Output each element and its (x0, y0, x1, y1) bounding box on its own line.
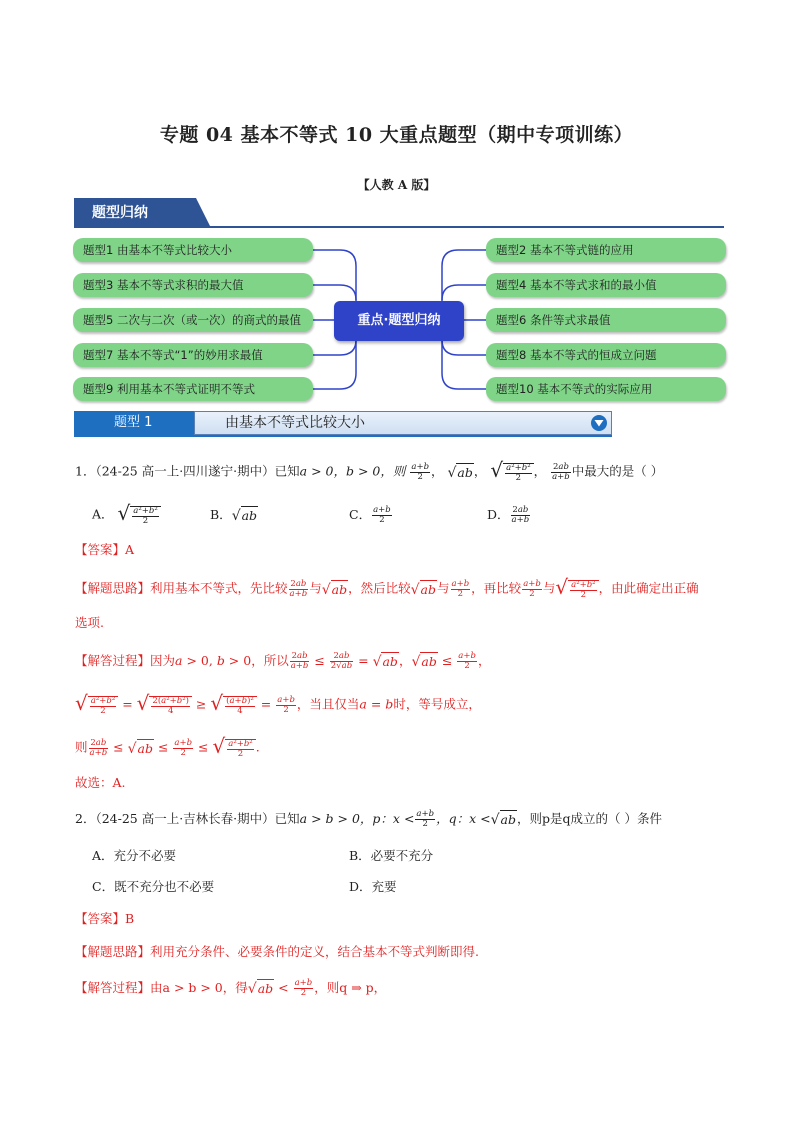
q2-option-a[interactable]: A．充分不必要 (92, 848, 177, 863)
q1-conclusion: 故选：A. (75, 775, 126, 790)
q1-idea-line1: 【解题思路】利用基本不等式，先比较 $\frac{2ab}{a+b}$ 与√ab，然后比较√ab与 $\frac{a+b}{2}$ ，再比较 $\frac{a+b}{2}$ 与√ $\frac{\text{a²+b²}}{2}$ ，由此确定出正确 (75, 575, 699, 600)
q1-option-a[interactable]: A． √ $\frac{\text{a²+b²}}{2}$ (92, 504, 161, 526)
q1-option-d[interactable]: D． $\frac{2ab}{a+b}$ (487, 505, 530, 525)
topic1-title: 由基本不等式比较大小 (225, 415, 365, 431)
q1-process-line1: 【解答过程】因为a > 0, b > 0，所以 $\frac{2ab}{a+b}$ ≤ $\frac{2ab}{2√ab}$ = √ab，√ab ≤ $\frac{a+b}{2}$ ， (75, 651, 491, 671)
mindmap-item-topic4[interactable]: 题型4 基本不等式求和的最小值 (486, 273, 726, 297)
q2-option-d[interactable]: D．充要 (349, 879, 397, 894)
q1-process-line3: 则 $\frac{2ab}{a+b}$ ≤ √ab ≤ $\frac{a+b}{2}$ ≤ √ $\frac{\text{a²+b²}}{2}$ . (75, 734, 260, 759)
q2-option-c[interactable]: C．既不充分也不必要 (92, 879, 215, 894)
section-label: 题型归纳 (92, 205, 148, 221)
question-1: 1．（24-25 高一上·四川遂宁·期中）已知a > 0，b > 0，则 $\frac{a+b}{2}$ ， √ab， √ $\frac{\text{a²+b²}}{2}$ ， $\frac{2ab}{a+b}$ 中最大的是（ ） (75, 458, 664, 483)
q2-process-line1: 【解答过程】由a > b > 0，得√ab < $\frac{a+b}{2}$ ，则q ⇒ p， (75, 978, 387, 998)
mindmap-item-topic1[interactable]: 题型1 由基本不等式比较大小 (73, 238, 313, 262)
mindmap-item-topic6[interactable]: 题型6 条件等式求最值 (486, 308, 726, 332)
mindmap-item-topic8[interactable]: 题型8 基本不等式的恒成立问题 (486, 343, 726, 367)
chevron-down-icon[interactable] (590, 414, 608, 432)
mindmap-center-node: 重点·题型归纳 (334, 301, 464, 341)
topic1-label: 题型 1 (74, 411, 194, 435)
q1-process-line2: √ $\frac{\text{a²+b²}}{2}$ = √ $\frac{\text{2(a²+b²)}}{4}$ ≥ √ $\frac{\text{(a+b)²}}{4}$ = $\frac{a+b}{2}$ ，当且仅当a = b时，等号成立， (75, 691, 481, 716)
mindmap-item-topic10[interactable]: 题型10 基本不等式的实际应用 (486, 377, 726, 401)
edition-label: 【人教 A 版】 (357, 178, 436, 192)
mindmap-item-topic3[interactable]: 题型3 基本不等式求积的最大值 (73, 273, 313, 297)
mindmap-item-topic9[interactable]: 题型9 利用基本不等式证明不等式 (73, 377, 313, 401)
topic1-divider (74, 435, 612, 437)
topic1-title-bar (194, 411, 612, 435)
q2-idea: 【解题思路】利用充分条件、必要条件的定义，结合基本不等式判断即得. (75, 944, 479, 959)
q1-option-c[interactable]: C． $\frac{a+b}{2}$ (349, 505, 391, 525)
q1-idea-line2: 选项. (75, 615, 104, 630)
mindmap-item-topic7[interactable]: 题型7 基本不等式“1”的妙用求最值 (73, 343, 313, 367)
question-2: 2．（24-25 高一上·吉林长春·期中）已知a > b > 0，p：x < $\frac{a+b}{2}$ ，q：x <√ab，则p是q成立的（ ）条件 (75, 809, 662, 829)
q2-answer: 【答案】B (75, 911, 135, 926)
mindmap-item-topic2[interactable]: 题型2 基本不等式链的应用 (486, 238, 726, 262)
mindmap-item-topic5[interactable]: 题型5 二次与二次（或一次）的商式的最值 (73, 308, 313, 332)
q2-option-b[interactable]: B．必要不充分 (349, 848, 434, 863)
q1-option-b[interactable]: B．√ab (210, 507, 258, 524)
q1-answer: 【答案】A (75, 542, 135, 557)
page-title: 专题 04 基本不等式 10 大重点题型（期中专项训练） (159, 124, 634, 146)
